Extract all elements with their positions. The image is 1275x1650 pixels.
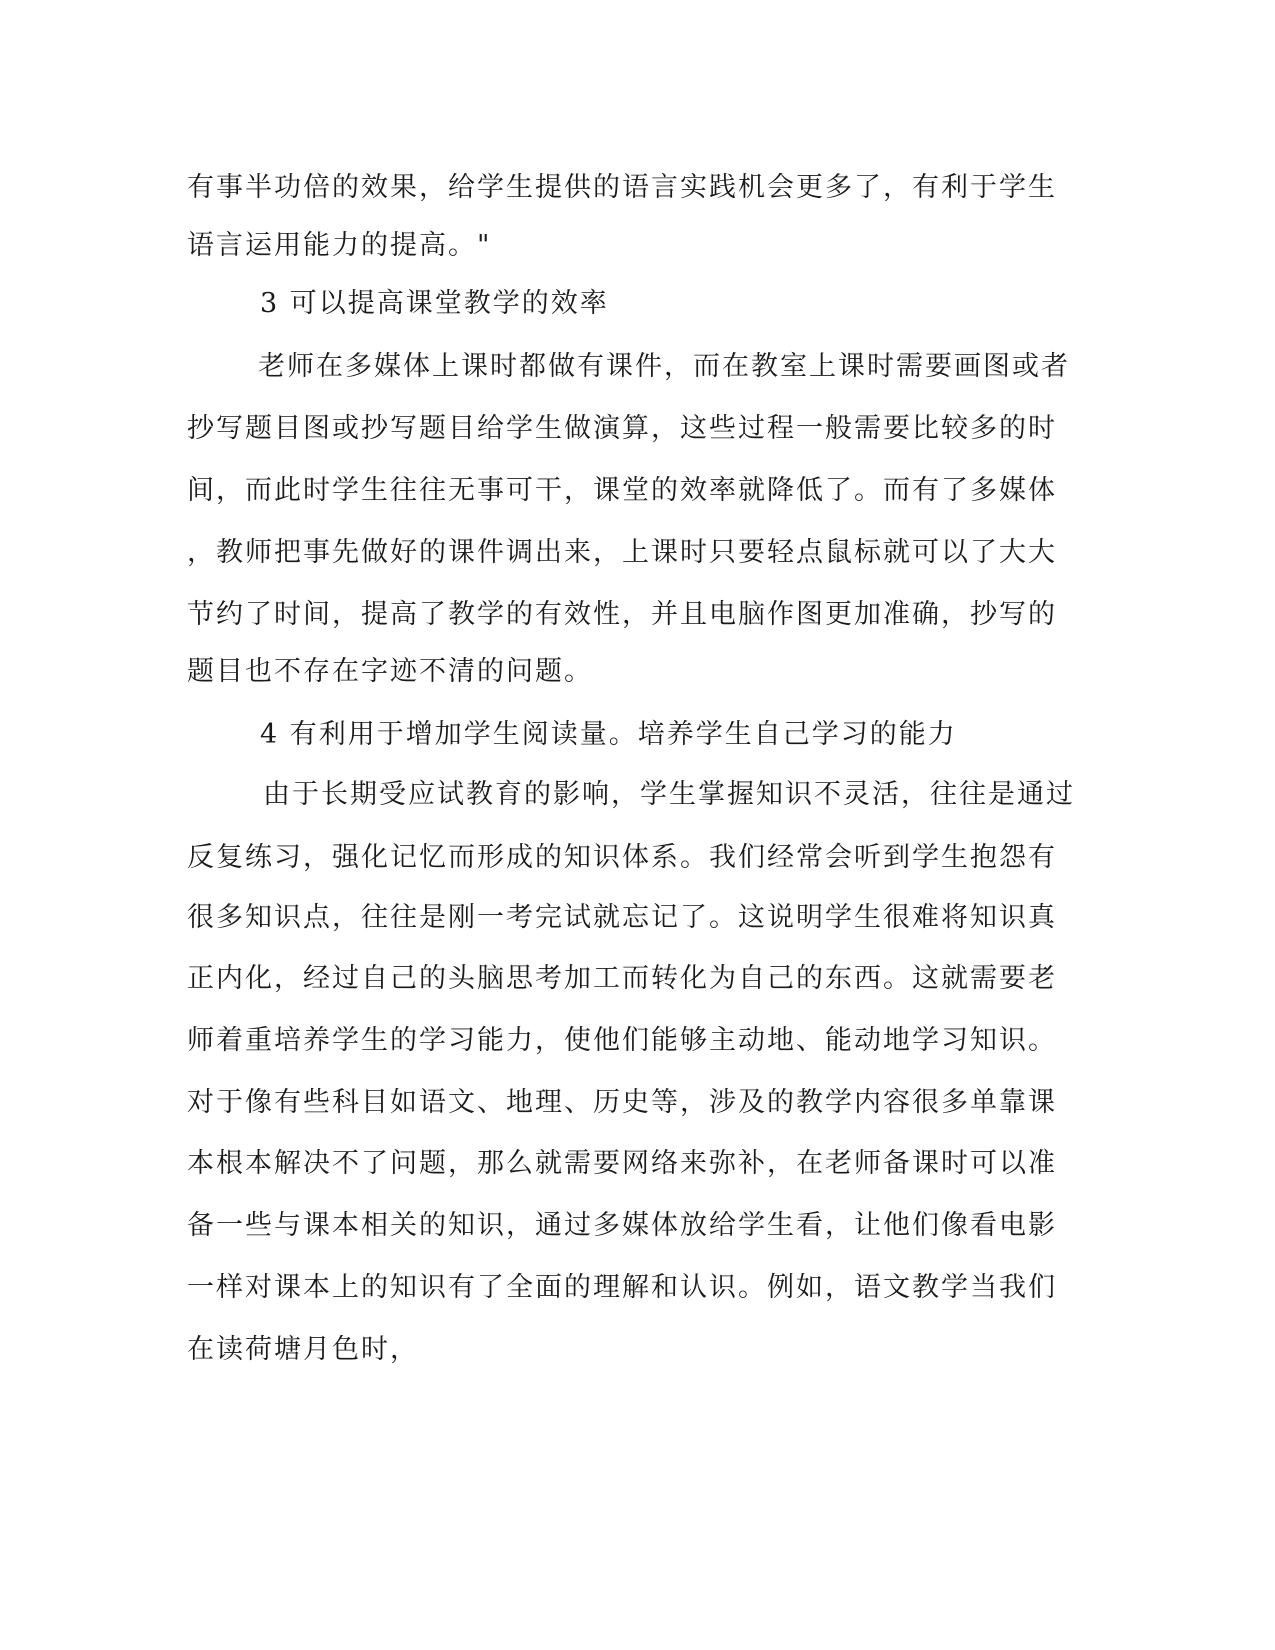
text-line: 语言运用能力的提高。" [187,230,492,261]
section-heading: 3 可以提高课堂教学的效率 [260,288,609,319]
text-line: 对于像有些科目如语文、地理、历史等，涉及的教学内容很多单靠课 [187,1087,1057,1118]
text-line: 题目也不存在字迹不清的问题。 [187,656,593,687]
text-line: 老师在多媒体上课时都做有课件，而在教室上课时需要画图或者 [258,351,1070,382]
text-line: 有事半功倍的效果，给学生提供的语言实践机会更多了，有利于学生 [187,172,1057,203]
text-line: 一样对课本上的知识有了全面的理解和认识。例如，语文教学当我们 [187,1272,1057,1303]
text-line: 节约了时间，提高了教学的有效性，并且电脑作图更加准确，抄写的 [187,599,1057,630]
text-line: 在读荷塘月色时， [187,1334,419,1365]
text-line: 备一些与课本相关的知识，通过多媒体放给学生看，让他们像看电影 [187,1210,1057,1241]
text-line: 师着重培养学生的学习能力，使他们能够主动地、能动地学习知识。 [187,1025,1057,1056]
text-line: 很多知识点，往往是刚一考完试就忘记了。这说明学生很难将知识真 [187,902,1057,933]
section-heading: 4 有利用于增加学生阅读量。培养学生自己学习的能力 [260,719,957,750]
text-line: 抄写题目图或抄写题目给学生做演算，这些过程一般需要比较多的时 [187,413,1057,444]
text-line: 反复练习，强化记忆而形成的知识体系。我们经常会听到学生抱怨有 [187,842,1057,873]
text-line: ，教师把事先做好的课件调出来，上课时只要轻点鼠标就可以了大大 [187,537,1057,568]
text-line: 由于长期受应试教育的影响，学生掌握知识不灵活，往往是通过 [263,779,1075,810]
text-line: 本根本解决不了问题，那么就需要网络来弥补，在老师备课时可以准 [187,1148,1057,1179]
text-line: 间，而此时学生往往无事可干，课堂的效率就降低了。而有了多媒体 [187,475,1057,506]
text-line: 正内化，经过自己的头脑思考加工而转化为自己的东西。这就需要老 [187,963,1057,994]
